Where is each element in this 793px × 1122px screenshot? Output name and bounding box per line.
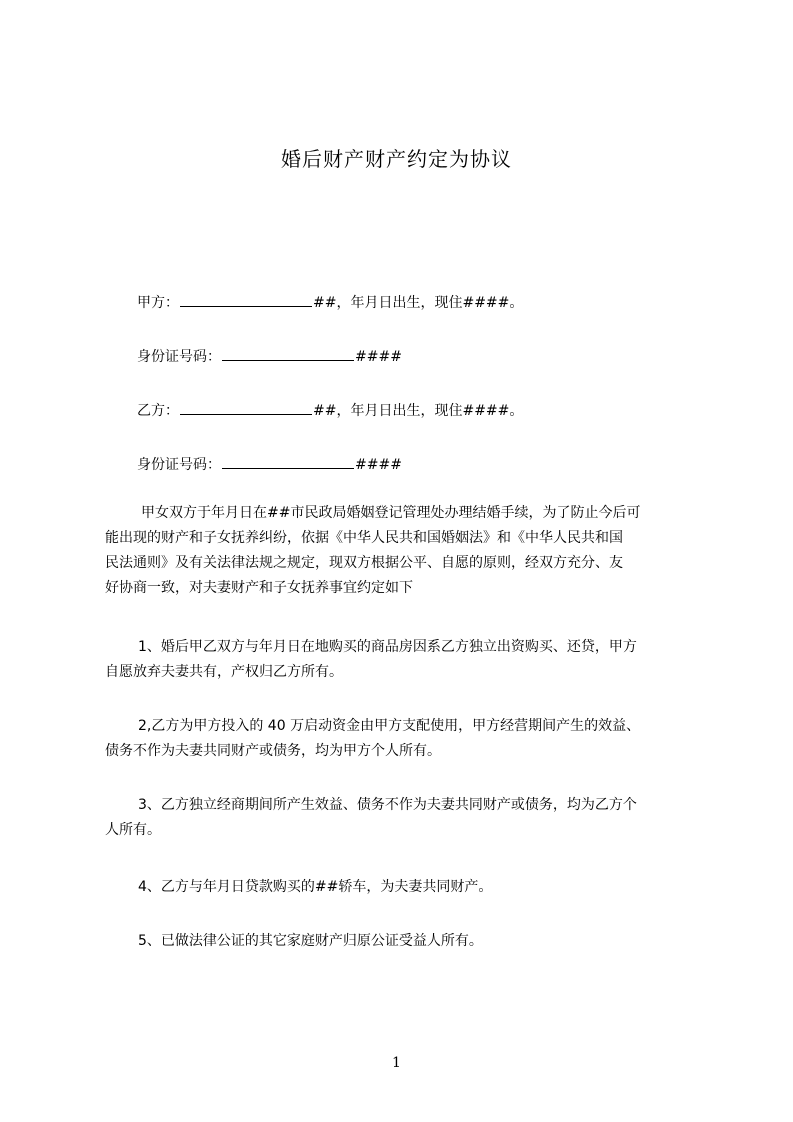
party-b-line bbox=[137, 400, 523, 420]
party-a-id-line bbox=[137, 346, 402, 366]
party-b-details: ##，年月日出生，现住####。 bbox=[313, 403, 524, 419]
clause-5 bbox=[105, 929, 715, 954]
party-b-id-blank bbox=[222, 454, 354, 469]
clause-3-line-2: 人所有。 bbox=[105, 822, 161, 838]
clause-2 bbox=[105, 714, 715, 764]
clause-5-line: 5、已做法律公证的其它家庭财产归原公证受益人所有。 bbox=[138, 933, 483, 949]
document-title: 婚后财产财产约定为协议 bbox=[281, 147, 512, 171]
clause-1-line-2: 自愿放弃夫妻共有，产权归乙方所有。 bbox=[105, 664, 343, 680]
party-a-id-value: #### bbox=[355, 349, 402, 365]
clause-2-line-1: 2,乙方为甲方投入的 40 万启动资金由甲方支配使用，甲方经营期间产生的效益、 bbox=[138, 718, 641, 734]
clause-1-line-1: 1、婚后甲乙双方与年月日在地购买的商品房因系乙方独立出资购买、还贷，甲方 bbox=[138, 639, 637, 655]
party-a-label: 甲方： bbox=[137, 295, 179, 311]
intro-line-2: 能出现的财产和子女抚养纠纷，依据《中华人民共和国婚姻法》和《中华人民共和国 bbox=[105, 530, 623, 546]
party-a-line bbox=[137, 292, 523, 312]
party-b-id-label: 身份证号码： bbox=[137, 457, 221, 473]
intro-paragraph bbox=[105, 501, 715, 601]
clause-4-line: 4、乙方与年月日贷款购买的##轿车，为夫妻共同财产。 bbox=[138, 879, 493, 895]
party-b-name-blank bbox=[180, 400, 312, 415]
clause-1 bbox=[105, 635, 715, 685]
party-a-details: ##，年月日出生，现住####。 bbox=[313, 295, 524, 311]
party-b-label: 乙方： bbox=[137, 403, 179, 419]
party-a-name-blank bbox=[180, 292, 312, 307]
intro-line-1: 甲女双方于年月日在##市民政局婚姻登记管理处办理结婚手续，为了防止今后可 bbox=[141, 505, 641, 521]
clause-3 bbox=[105, 793, 715, 843]
party-b-id-value: #### bbox=[355, 457, 402, 473]
party-b-id-line bbox=[137, 454, 402, 474]
intro-line-3: 民法通则》及有关法律法规之规定，现双方根据公平、自愿的原则，经双方充分、友 bbox=[105, 555, 623, 571]
clause-3-line-1: 3、乙方独立经商期间所产生效益、债务不作为夫妻共同财产或债务，均为乙方个 bbox=[138, 797, 637, 813]
party-a-id-blank bbox=[222, 346, 354, 361]
party-a-id-label: 身份证号码： bbox=[137, 349, 221, 365]
clause-2-line-2: 债务不作为夫妻共同财产或债务，均为甲方个人所有。 bbox=[105, 743, 441, 759]
clause-4 bbox=[105, 875, 715, 900]
intro-line-4: 好协商一致，对夫妻财产和子女抚养事宜约定如下 bbox=[105, 580, 413, 596]
page-number: 1 bbox=[392, 1055, 401, 1071]
